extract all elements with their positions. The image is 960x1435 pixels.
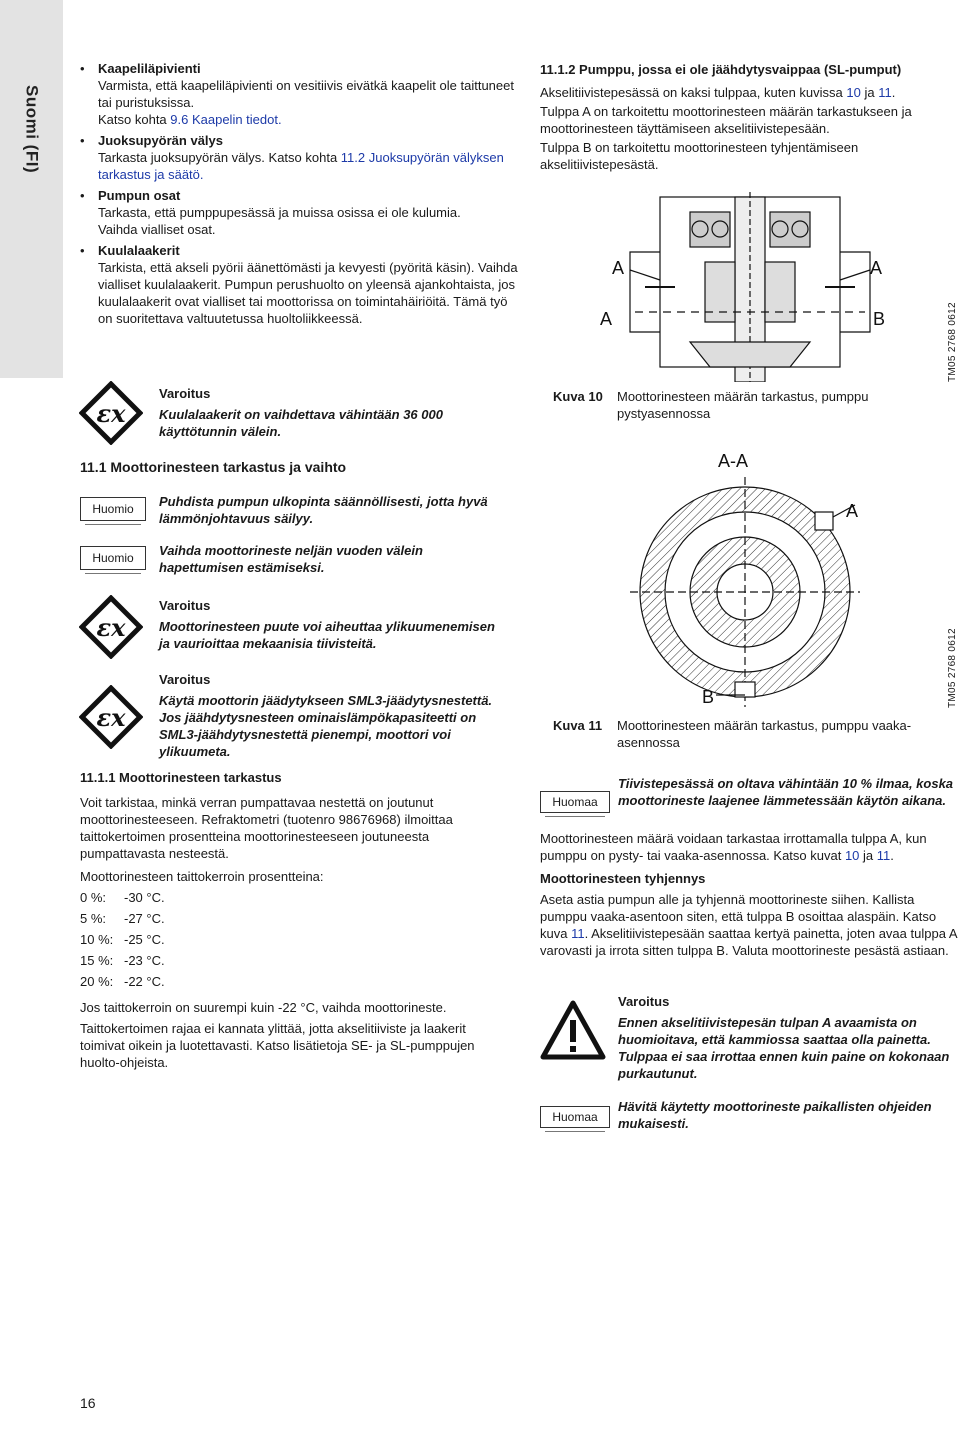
- warning-text: Moottorinesteen puute voi aiheuttaa ylikuumenemisen ja vaurioittaa mekaanisia tiivisteitä.: [159, 619, 495, 651]
- warning-title: Varoitus: [159, 386, 211, 401]
- bullet-text-2: Vaihda vialliset osat.: [98, 222, 216, 237]
- section-heading-11-1-1: 11.1.1 Moottorinesteen tarkastus: [80, 770, 282, 785]
- warning-triangle-icon: [540, 1000, 606, 1060]
- note-text: Hävitä käytetty moottorineste paikallisten ohjeiden mukaisesti.: [618, 1099, 932, 1131]
- refraction-row: 10 %: -25 °C.: [80, 932, 165, 947]
- ref-link-fig11[interactable]: 11: [878, 85, 892, 100]
- bullet-title: Pumpun osat: [98, 188, 181, 203]
- bullet-title: Kaapeliläpivienti: [98, 61, 201, 76]
- language-side-tab: [0, 0, 63, 378]
- figure-caption: Moottorinesteen määrän tarkastus, pumppu pystyasennossa: [617, 389, 869, 421]
- bullet-pumpun-osat: [80, 187, 520, 238]
- note-label: Huomio: [80, 497, 146, 521]
- paragraph: Tulppa B on tarkoitettu moottorinesteen tyhjentämiseen akselitiivistepesästä.: [540, 140, 859, 172]
- plug-b-label: B: [873, 309, 886, 329]
- ref-link-11-2[interactable]: 11.2 Juoksupyörän välyksen tarkastus ja säätö.: [98, 150, 504, 182]
- plugs-text: [540, 84, 958, 173]
- note-text: Vaihda moottorineste neljän vuoden välein hapettumisen estämiseksi.: [159, 543, 423, 575]
- page-number: 16: [80, 1395, 96, 1411]
- figure-number: Kuva 10: [553, 389, 603, 404]
- bullet-title: Juoksupyörän välys: [98, 133, 223, 148]
- refraction-row: 15 %: -23 °C.: [80, 953, 165, 968]
- ref-link-fig11[interactable]: 11: [876, 848, 891, 863]
- figure-caption: Moottorinesteen määrän tarkastus, pumppu vaaka-asennossa: [617, 718, 912, 750]
- bullet-text: Varmista, että kaapeliläpivienti on vesitiivis eivätkä kaapelit ole taittuneet tai puristuksissa.: [98, 78, 514, 110]
- paragraph: Taittokertoimen rajaa ei kannata ylittää, jotta akselitiiviste ja laakerit toimivat oikein ja luotettavasti. Katso lisätietoja SE- ja SL-pumppujen huolto-ohjeista.: [80, 1021, 475, 1070]
- warning-coolant: [159, 671, 504, 760]
- svg-text:εx: εx: [96, 703, 126, 732]
- plug-a-label: A: [870, 258, 883, 278]
- ref-link-9-6[interactable]: 9.6 Kaapelin tiedot.: [170, 112, 282, 127]
- refraction-row: 0 %: -30 °C.: [80, 890, 165, 905]
- warning-text: Kuulalaakerit on vaihdettava vähintään 36 000 käyttötunnin välein.: [159, 407, 443, 439]
- ref-link-fig10[interactable]: 10: [846, 85, 861, 100]
- paragraph: Moottorinesteen määrä voidaan tarkastaa irrottamalla tulppa A, kun pumppu on pysty- tai vaaka-asennossa. Katso kuvat 10 ja 11.: [540, 831, 927, 863]
- paragraph: Moottorinesteen taittokerroin prosentteina:: [80, 869, 324, 884]
- svg-text:εx: εx: [96, 613, 126, 642]
- paragraph: Akselitiivistepesässä on kaksi tulppaa, kuten kuvissa 10 ja 11.: [540, 85, 896, 100]
- refractometer-text: [80, 794, 505, 885]
- bullet-text: Tarkista, että akseli pyörii äänettömästi ja kevyesti (pyöritä käsin). Vaihda vialliset kuulalaakerit. Pumpun perushuolto on yleensä ajankohtaista, jos kuulalaakerit ovat vialliset tai moottorissa on toimintahäiriöitä. Tämä työ on suoritettava valtuutetussa huoltoliikkeessä.: [98, 260, 518, 326]
- bullet-list: [80, 60, 520, 327]
- paragraph: Voit tarkistaa, minkä verran pumpattavaa nestettä on joutunut moottorinesteeseen. Refraktometri (tuotenro 98676968) ilmoittaa taittokertoimen prosentteina moottorinesteeseen joutuneesta pumpattavasta nesteestä.: [80, 795, 453, 861]
- figure-11-section-drawing: [620, 447, 910, 707]
- bullet-ref-prefix: Katso kohta: [98, 112, 171, 127]
- refraction-row: 5 %: -27 °C.: [80, 911, 165, 926]
- refraction-row: 20 %: -22 °C.: [80, 974, 165, 989]
- note-text: Tiivistepesässä on oltava vähintään 10 % ilmaa, koska moottorineste laajenee lämmetessään käytön aikana.: [618, 776, 954, 808]
- section-heading-11-1: 11.1 Moottorinesteen tarkastus ja vaihto: [80, 459, 347, 475]
- bullet-kuulalaakerit: [80, 242, 520, 327]
- bullet-text: Tarkasta juoksupyörän välys. Katso kohta: [98, 150, 341, 165]
- refraction-limit-text: [80, 999, 505, 1071]
- explosion-protection-icon: [79, 595, 143, 659]
- bullet-title: Kuulalaakerit: [98, 243, 180, 258]
- plug-a-label: A: [600, 309, 613, 329]
- plug-a-label: A: [612, 258, 625, 278]
- warning-title: Varoitus: [159, 672, 211, 687]
- subheading: Moottorinesteen tyhjennys: [540, 871, 706, 886]
- check-text: [540, 830, 958, 959]
- paragraph: Aseta astia pumpun alle ja tyhjennä moottorineste siihen. Kallista pumppu vaaka-asentoon siten, että tulppa B osoittaa alaspäin. Katso kuva 11. Akselitiivistepesään saattaa kertyä painetta, joten avaa tulppa A varovasti ja irrota sitten tulppa B. Valuta moottorineste pesästä astiaan.: [540, 892, 957, 958]
- warning-text: Käytä moottorin jäädytykseen SML3-jäädytysnestettä. Jos jäähdytysnesteen ominaislämpökapasiteetti on SML3-jäähdytysnestettä pienempi, moottori voi ylikuumeta.: [159, 693, 493, 759]
- svg-text:εx: εx: [96, 399, 126, 428]
- figure-code: TM05 2768 0612: [947, 302, 958, 382]
- plug-a-label: A: [846, 501, 859, 521]
- note-label: Huomio: [80, 546, 146, 570]
- explosion-protection-icon: [79, 381, 143, 445]
- section-heading-11-1-2: 11.1.2 Pumppu, jossa ei ole jäähdytysvaippaa (SL-pumput): [540, 62, 902, 77]
- figure-10-vertical-pump-drawing: [590, 192, 920, 382]
- warning-bearings: [159, 385, 499, 440]
- warning-fluid-shortage: [159, 597, 504, 652]
- section-label: A-A: [718, 451, 749, 471]
- explosion-protection-icon: [79, 685, 143, 749]
- warning-text: Ennen akselitiivistepesän tulpan A avaamista on huomioitava, että kammiossa saattaa olla painetta. Tulppaa ei saa irrottaa ennen kuin paine on kokonaan purkautunut.: [618, 1015, 950, 1081]
- ref-link-fig11[interactable]: 11: [571, 926, 585, 941]
- warning-pressure: [618, 993, 958, 1082]
- note-label: Huomaa: [540, 1106, 610, 1128]
- paragraph: Jos taittokerroin on suurempi kuin -22 °C, vaihda moottorineste.: [80, 1000, 447, 1015]
- figure-number: Kuva 11: [553, 718, 603, 733]
- paragraph: Tulppa A on tarkoitettu moottorinesteen määrän tarkastukseen ja moottorinesteen täyttämiseen akselitiivistepesään.: [540, 104, 912, 136]
- bullet-juoksupyoran-valys: [80, 132, 520, 183]
- note-label: Huomaa: [540, 791, 610, 813]
- warning-title: Varoitus: [618, 994, 670, 1009]
- language-label: Suomi (FI): [22, 84, 42, 174]
- bullet-text: Tarkasta, että pumppupesässä ja muissa osissa ei ole kulumia.: [98, 205, 461, 220]
- plug-b-label: B: [702, 687, 715, 707]
- bullet-kaapelilapivienti: [80, 60, 520, 128]
- figure-code: TM05 2768 0612: [947, 628, 958, 708]
- note-text: Puhdista pumpun ulkopinta säännöllisesti, jotta hyvä lämmönjohtavuus säilyy.: [159, 494, 488, 526]
- ref-link-fig10[interactable]: 10: [844, 848, 860, 863]
- warning-title: Varoitus: [159, 598, 211, 613]
